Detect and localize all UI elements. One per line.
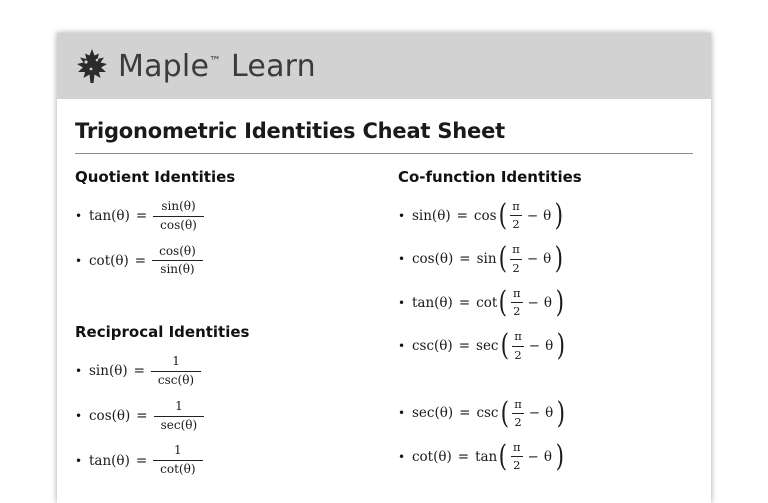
- list-item: [397, 395, 693, 431]
- fraction-bar: [510, 259, 522, 260]
- equation-lhs: cot(θ): [411, 448, 452, 465]
- paren-open: (: [498, 439, 508, 475]
- fraction-numerator: 1: [172, 354, 180, 369]
- list-item: [397, 439, 693, 475]
- reciprocal-identity-list: [75, 355, 384, 477]
- fraction-bar: [151, 371, 201, 372]
- fraction-numerator: cos(θ): [159, 243, 196, 258]
- variable-theta: θ: [545, 338, 554, 355]
- equation-lhs: sin(θ): [89, 363, 128, 380]
- bullet-icon: •: [75, 409, 83, 424]
- equation-lhs: cos(θ): [89, 408, 131, 425]
- fraction: [153, 444, 202, 477]
- variable-theta: θ: [543, 294, 552, 311]
- fraction-denominator: cos(θ): [160, 217, 197, 232]
- equation-function: sec: [476, 338, 499, 355]
- list-item: [397, 197, 693, 233]
- equation-lhs: csc(θ): [411, 338, 453, 355]
- inner-expression: [510, 330, 555, 361]
- equation-function: csc: [476, 405, 499, 422]
- minus-sign: −: [528, 405, 541, 422]
- paren-close: ): [555, 439, 565, 475]
- fraction-denominator: 2: [512, 260, 520, 275]
- fraction-numerator: 1: [175, 398, 183, 413]
- minus-sign: −: [526, 207, 539, 224]
- equation-lhs: tan(θ): [411, 294, 453, 311]
- brand-wordmark: [118, 49, 316, 84]
- maple-leaf-icon: [75, 48, 109, 84]
- list-item: [75, 400, 384, 433]
- equation: [89, 355, 201, 388]
- fraction-denominator: cot(θ): [160, 462, 196, 477]
- fraction-denominator: 2: [513, 458, 521, 473]
- brand-product: Learn: [221, 48, 316, 84]
- parenthesized-expression: [497, 197, 565, 233]
- fraction-denominator: 2: [514, 414, 522, 429]
- paren-close: ): [555, 284, 565, 320]
- bullet-icon: •: [397, 208, 406, 223]
- equation: [89, 400, 204, 433]
- fraction: [152, 245, 203, 278]
- equation-lhs: cot(θ): [89, 252, 129, 269]
- bullet-icon: •: [75, 364, 83, 379]
- inner-expression: [509, 287, 554, 318]
- equation-function: cos: [473, 207, 497, 224]
- minus-sign: −: [527, 448, 539, 465]
- parenthesized-expression: [497, 241, 565, 277]
- bullet-icon: •: [397, 449, 406, 464]
- bullet-icon: •: [75, 209, 83, 224]
- equation: [411, 241, 565, 277]
- equation-function: sin: [476, 251, 497, 268]
- list-item: [397, 284, 693, 320]
- document-page: [57, 33, 711, 503]
- fraction: [512, 330, 524, 361]
- variable-theta: θ: [543, 448, 552, 465]
- fraction-bar: [512, 346, 524, 347]
- equals-sign: =: [458, 294, 471, 311]
- minus-sign: −: [526, 251, 539, 268]
- equation: [411, 439, 566, 475]
- fraction: [153, 200, 204, 233]
- fraction-denominator: csc(θ): [157, 372, 195, 387]
- bullet-icon: •: [397, 295, 406, 310]
- list-item: [397, 328, 693, 364]
- fraction-denominator: 2: [512, 217, 520, 232]
- quotient-identity-list: [75, 200, 384, 277]
- parenthesized-expression: [499, 328, 567, 364]
- paren-open: (: [498, 284, 508, 320]
- equation: [411, 284, 566, 320]
- paren-close: ): [554, 241, 564, 277]
- list-item: [75, 245, 384, 278]
- title-divider: [75, 153, 693, 154]
- right-column: [384, 168, 693, 489]
- equals-sign: =: [135, 452, 148, 469]
- paren-open: (: [500, 395, 509, 431]
- list-item: [75, 355, 384, 388]
- equation: [411, 197, 565, 233]
- paren-close: ): [556, 395, 566, 431]
- list-item: [75, 444, 384, 477]
- fraction: [510, 200, 522, 231]
- equation-lhs: sec(θ): [411, 405, 454, 422]
- fraction-numerator: π: [512, 199, 520, 213]
- equals-sign: =: [135, 208, 148, 225]
- equation-function: tan: [475, 448, 498, 465]
- identities-columns: [75, 168, 693, 489]
- bullet-icon: •: [397, 339, 406, 354]
- inner-expression: [508, 243, 553, 274]
- equals-sign: =: [459, 405, 471, 422]
- equation-lhs: tan(θ): [89, 208, 130, 225]
- fraction-denominator: sin(θ): [160, 262, 195, 277]
- parenthesized-expression: [497, 439, 565, 475]
- document-content: [57, 99, 711, 489]
- left-column: [75, 168, 384, 489]
- equation: [89, 200, 204, 233]
- fraction-bar: [512, 413, 524, 414]
- equals-sign: =: [136, 408, 148, 425]
- equation: [411, 328, 567, 364]
- list-item: [397, 241, 693, 277]
- variable-theta: θ: [543, 207, 552, 224]
- list-item: [75, 200, 384, 233]
- bullet-icon: •: [397, 406, 406, 421]
- fraction-numerator: π: [514, 396, 522, 411]
- equals-sign: =: [456, 207, 468, 224]
- fraction-bar: [511, 302, 523, 303]
- fraction: [154, 400, 205, 433]
- equals-sign: =: [133, 363, 145, 380]
- equals-sign: =: [459, 251, 471, 268]
- fraction: [151, 355, 201, 388]
- fraction-numerator: π: [512, 285, 521, 300]
- equation-lhs: tan(θ): [89, 452, 130, 469]
- paren-open: (: [498, 241, 507, 277]
- equation: [89, 444, 203, 477]
- variable-theta: θ: [545, 405, 554, 422]
- section-heading-reciprocal: Reciprocal Identities: [75, 323, 250, 342]
- list-spacer: [398, 374, 693, 386]
- fraction: [510, 243, 522, 274]
- fraction-bar: [511, 456, 523, 457]
- parenthesized-expression: [499, 395, 567, 431]
- equation: [89, 245, 203, 278]
- fraction-numerator: π: [512, 242, 520, 257]
- fraction: [512, 398, 524, 429]
- bullet-icon: •: [75, 453, 83, 468]
- fraction-bar: [152, 260, 203, 261]
- section-heading-quotient: Quotient Identities: [75, 168, 236, 186]
- paren-open: (: [498, 197, 507, 233]
- bullet-icon: •: [75, 253, 83, 268]
- equals-sign: =: [134, 252, 147, 269]
- fraction-denominator: 2: [513, 304, 521, 319]
- cofunction-identity-list: [397, 197, 693, 475]
- fraction: [511, 441, 523, 472]
- equals-sign: =: [458, 338, 471, 355]
- page-title: Trigonometric Identities Cheat Sheet: [75, 119, 505, 143]
- fraction-numerator: π: [512, 440, 521, 455]
- inner-expression: [509, 441, 554, 472]
- fraction-bar: [510, 215, 522, 216]
- paren-close: ): [556, 328, 566, 364]
- bullet-icon: •: [397, 252, 406, 267]
- brand-trademark: ™: [209, 53, 222, 68]
- inner-expression: [510, 398, 555, 429]
- fraction-bar: [153, 216, 204, 217]
- inner-expression: [508, 200, 553, 231]
- equals-sign: =: [457, 448, 470, 465]
- fraction-bar: [154, 416, 205, 417]
- minus-sign: −: [527, 294, 539, 311]
- brand-name: Maple: [118, 48, 210, 84]
- fraction-numerator: sin(θ): [161, 199, 196, 213]
- fraction-denominator: sec(θ): [160, 417, 198, 432]
- minus-sign: −: [528, 338, 541, 355]
- equation-function: cot: [476, 294, 498, 311]
- paren-close: ): [554, 197, 564, 233]
- paren-open: (: [500, 328, 509, 364]
- equation-lhs: cos(θ): [411, 251, 454, 268]
- equation-lhs: sin(θ): [411, 207, 451, 224]
- fraction-numerator: π: [514, 329, 522, 344]
- variable-theta: θ: [543, 251, 552, 268]
- fraction-denominator: 2: [514, 347, 522, 362]
- fraction: [511, 287, 523, 318]
- fraction-numerator: 1: [174, 443, 182, 458]
- equation: [411, 395, 567, 431]
- section-heading-cofunction: Co-function Identities: [397, 168, 582, 186]
- parenthesized-expression: [497, 284, 565, 320]
- fraction-bar: [153, 460, 202, 461]
- brand-header: [57, 33, 711, 99]
